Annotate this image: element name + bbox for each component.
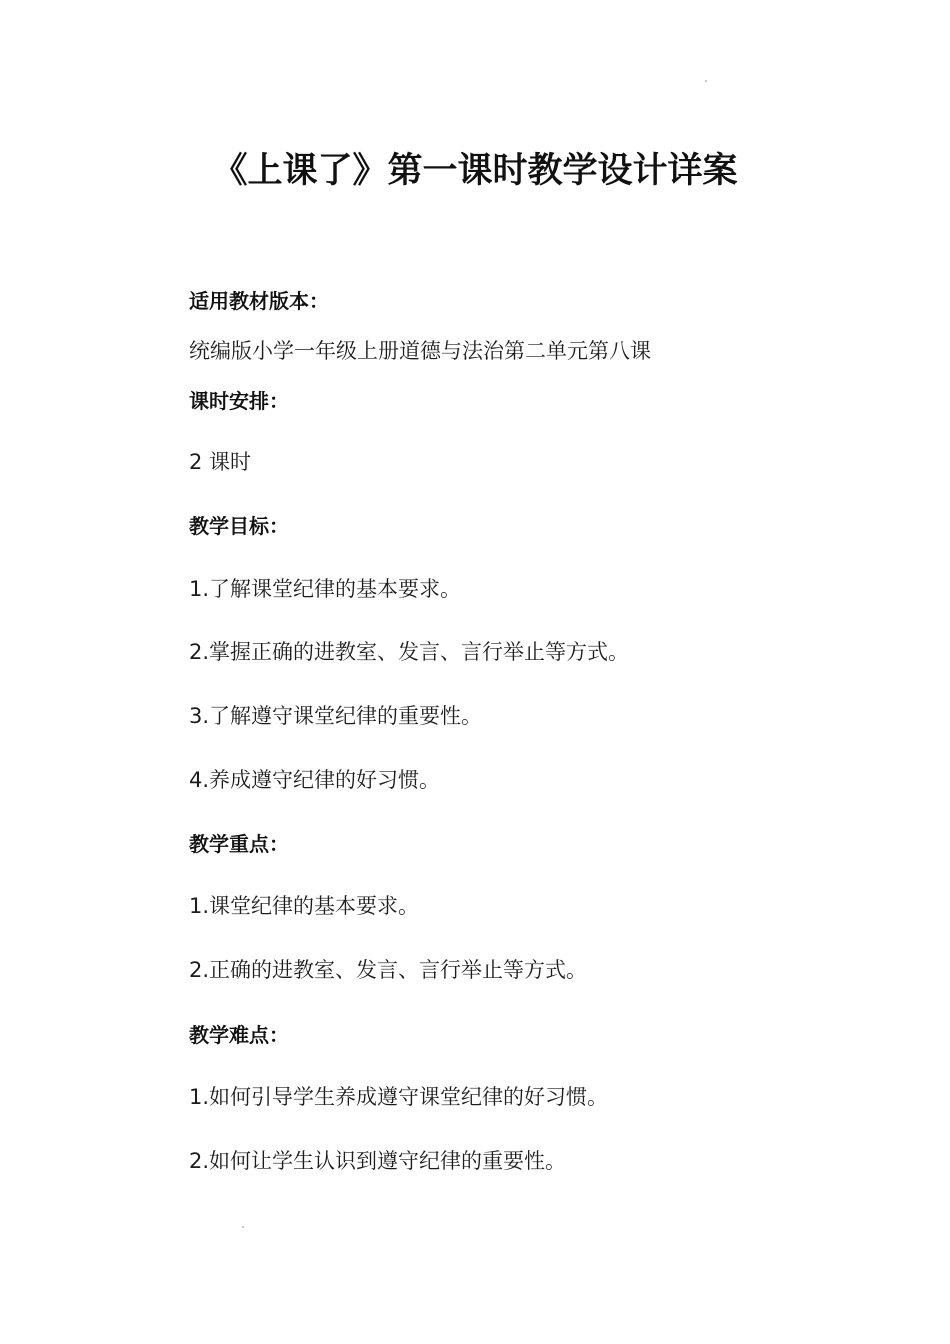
objective-item: 2.掌握正确的进教室、发言、言行举止等方式。 xyxy=(189,640,630,664)
section-heading-key-points: 教学重点： xyxy=(189,832,289,856)
section-heading-textbook-version: 适用教材版本： xyxy=(189,289,329,313)
section-heading-schedule: 课时安排： xyxy=(189,389,289,413)
section-heading-objectives: 教学目标： xyxy=(189,514,289,538)
document-title: 《上课了》第一课时教学设计详案 xyxy=(212,151,738,191)
difficulty-item: 1.如何引导学生养成遵守课堂纪律的好习惯。 xyxy=(189,1085,609,1109)
objective-item: 1.了解课堂纪律的基本要求。 xyxy=(189,577,462,601)
textbook-version-text: 统编版小学一年级上册道德与法治第二单元第八课 xyxy=(189,339,651,363)
key-point-item: 1.课堂纪律的基本要求。 xyxy=(189,894,420,918)
scan-dot-bottom xyxy=(242,1226,244,1228)
section-heading-difficulties: 教学难点： xyxy=(189,1023,289,1047)
objective-item: 3.了解遵守课堂纪律的重要性。 xyxy=(189,704,483,728)
schedule-text: 2 课时 xyxy=(189,450,252,474)
scan-dot-top xyxy=(705,80,707,82)
objective-item: 4.养成遵守纪律的好习惯。 xyxy=(189,768,441,792)
key-point-item: 2.正确的进教室、发言、言行举止等方式。 xyxy=(189,958,588,982)
difficulty-item: 2.如何让学生认识到遵守纪律的重要性。 xyxy=(189,1149,567,1173)
